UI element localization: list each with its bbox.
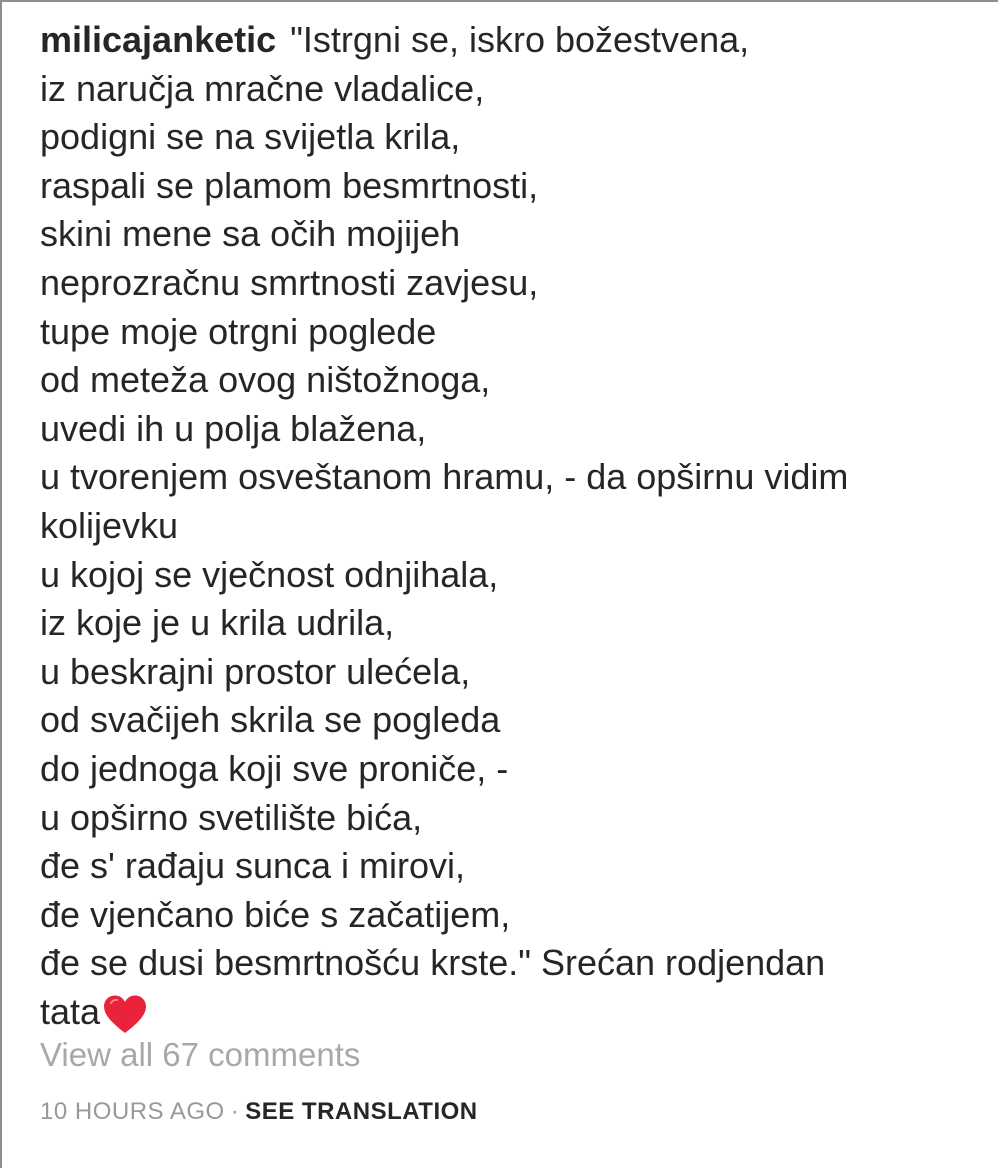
- caption-line: iz koje je u krila udrila,: [40, 602, 395, 644]
- caption-line: do jednoga koji sve proniče, -: [40, 747, 509, 789]
- caption-line: neprozračnu smrtnosti zavjesu,: [40, 261, 539, 303]
- caption-line: uvedi ih u polja blažena,: [40, 407, 427, 449]
- caption-line: kolijevku: [40, 504, 179, 546]
- post-timestamp: 10 HOURS AGO: [40, 1098, 225, 1125]
- caption-text: tata: [40, 990, 101, 1032]
- caption-line: đe se dusi besmrtnošću krste." Srećan rodjendan: [40, 942, 826, 984]
- caption-line: đe vjenčano biće s začatijem,: [40, 893, 511, 935]
- caption-line: skini mene sa očih mojijeh: [40, 213, 461, 255]
- see-translation-button[interactable]: SEE TRANSLATION: [245, 1098, 478, 1125]
- caption-line-1: [40, 16, 960, 65]
- caption-line: tupe moje otrgni poglede: [40, 310, 437, 352]
- username-link[interactable]: milicajanketic: [40, 19, 277, 60]
- post-caption: [40, 16, 960, 1036]
- caption-line: u beskrajni prostor ulećela,: [40, 650, 471, 692]
- caption-line: od svačijeh skrila se pogleda: [40, 699, 501, 741]
- caption-line: u opširno svetilište bića,: [40, 796, 423, 838]
- caption-line: u tvorenjem osveštanom hramu, - da opširnu vidim: [40, 456, 849, 498]
- meta-separator: ·: [230, 1098, 240, 1125]
- red-heart-icon: [102, 994, 148, 1034]
- caption-line: u kojoj se vječnost odnjihala,: [40, 553, 499, 595]
- caption-line: iz naručja mračne vladalice,: [40, 67, 485, 109]
- caption-last-line: [40, 988, 960, 1037]
- caption-text: "Istrgni se, iskro božestvena,: [290, 19, 750, 60]
- caption-line: od meteža ovog ništožnoga,: [40, 359, 491, 401]
- post-meta: [40, 1096, 478, 1128]
- caption-line: podigni se na svijetla krila,: [40, 116, 461, 158]
- view-all-comments-link[interactable]: View all 67 comments: [40, 1036, 361, 1073]
- caption-line: raspali se plamom besmrtnosti,: [40, 164, 539, 206]
- caption-line: đe s' rađaju sunca i mirovi,: [40, 845, 466, 887]
